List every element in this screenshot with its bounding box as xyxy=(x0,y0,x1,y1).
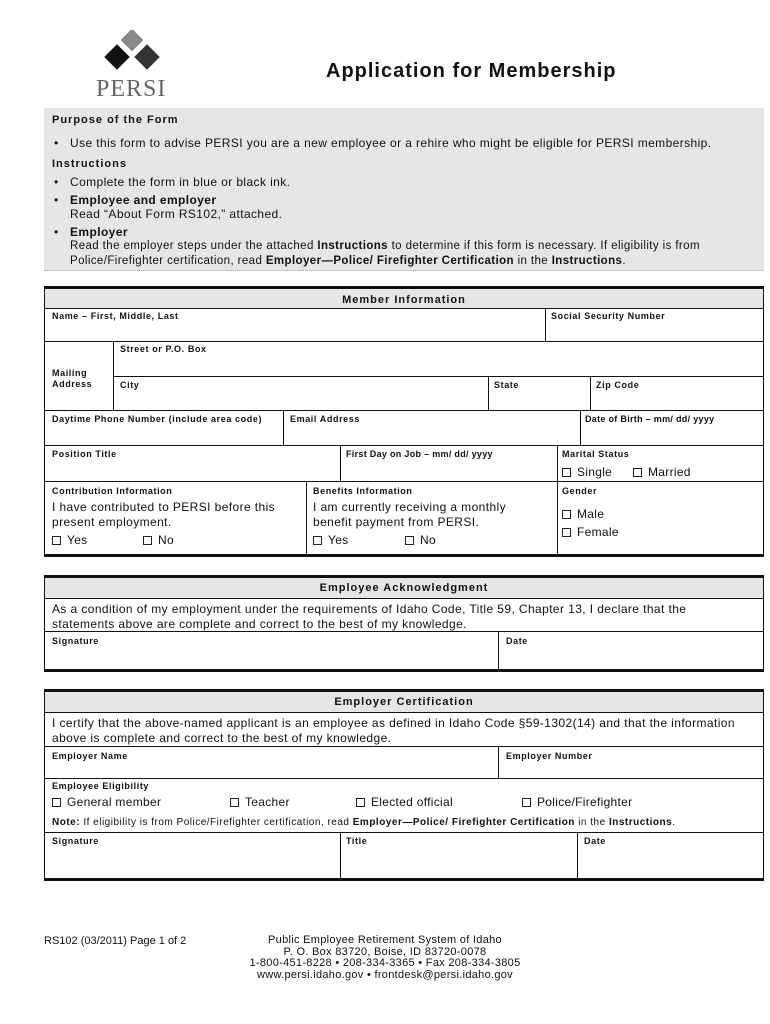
divider xyxy=(44,286,45,556)
footer-contact xyxy=(230,935,540,981)
divider xyxy=(577,832,578,880)
divider xyxy=(340,445,341,481)
footer-address: P. O. Box 83720, Boise, ID 83720-0078 xyxy=(283,945,487,958)
zip-field[interactable]: Zip Code xyxy=(596,380,640,390)
divider xyxy=(44,575,45,671)
employer-section-heading: Employer Certification xyxy=(334,696,474,708)
divider xyxy=(44,341,764,342)
instruction-item-2-title: Employee and employer xyxy=(70,193,217,207)
marital-status-label: Marital Status xyxy=(562,449,630,459)
employer-cert-text: I certify that the above-named applicant is an employee as defined in Idaho Code §59-1302(14) and that the information above is complete and correct to the best of my knowledge. xyxy=(52,716,735,745)
bullet: • xyxy=(54,193,59,207)
teacher-checkbox[interactable]: Teacher xyxy=(230,795,290,809)
employer-name-field[interactable]: Employer Name xyxy=(52,751,128,761)
first-day-field[interactable]: First Day on Job – mm/ dd/ yyyy xyxy=(346,449,493,459)
contribution-label: Contribution Information xyxy=(52,486,173,496)
phone-field[interactable]: Daytime Phone Number (include area code) xyxy=(52,414,263,424)
divider xyxy=(44,878,764,881)
bullet: • xyxy=(54,136,59,150)
divider xyxy=(44,286,764,289)
divider xyxy=(283,410,284,445)
divider xyxy=(306,481,307,556)
divider xyxy=(44,669,764,672)
contribution-yes-checkbox[interactable]: Yes xyxy=(52,533,87,547)
benefits-yes-checkbox[interactable]: Yes xyxy=(313,533,348,547)
employee-date-field[interactable]: Date xyxy=(506,636,528,646)
bullet: • xyxy=(54,175,59,189)
divider xyxy=(44,746,764,747)
instruction-item-1: Complete the form in blue or black ink. xyxy=(70,175,291,189)
police-firefighter-checkbox[interactable]: Police/Firefighter xyxy=(522,795,632,809)
contribution-text: I have contributed to PERSI before this present employment. xyxy=(52,500,276,529)
benefits-no-checkbox[interactable]: No xyxy=(405,533,436,547)
employer-date-field[interactable]: Date xyxy=(584,836,606,846)
diamond-logo-icon xyxy=(88,30,178,80)
contribution-no-checkbox[interactable]: No xyxy=(143,533,174,547)
ack-section-heading: Employee Acknowledgment xyxy=(319,582,489,594)
divider xyxy=(113,376,764,377)
divider xyxy=(44,575,764,578)
divider xyxy=(44,712,764,713)
name-field[interactable]: Name – First, Middle, Last xyxy=(52,311,179,321)
logo-text: PERSI xyxy=(96,76,167,102)
ssn-field[interactable]: Social Security Number xyxy=(551,311,666,321)
dob-field[interactable]: Date of Birth – mm/ dd/ yyyy xyxy=(585,414,715,424)
divider xyxy=(44,445,764,446)
divider xyxy=(44,689,764,692)
instructions-heading: Instructions xyxy=(52,158,127,170)
employer-title-field[interactable]: Title xyxy=(346,836,368,846)
divider xyxy=(44,598,764,599)
divider xyxy=(557,445,558,556)
male-checkbox[interactable]: Male xyxy=(562,507,604,521)
position-title-field[interactable]: Position Title xyxy=(52,449,117,459)
divider xyxy=(580,410,581,445)
purpose-item: Use this form to advise PERSI you are a new employee or a rehire who might be eligible for PERSI membership. xyxy=(70,136,712,150)
city-field[interactable]: City xyxy=(120,380,140,390)
eligibility-note: Note: If eligibility is from Police/Firefighter certification, read Employer—Police/ Firefighter Certification in the Instructions. xyxy=(52,817,676,828)
mailing-address-label: Mailing Address xyxy=(52,368,93,389)
divider xyxy=(763,286,764,556)
divider xyxy=(44,554,764,557)
divider xyxy=(763,575,764,671)
elected-official-checkbox[interactable]: Elected official xyxy=(356,795,453,809)
divider xyxy=(498,746,499,778)
divider xyxy=(44,481,764,482)
state-field[interactable]: State xyxy=(494,380,520,390)
instruction-item-3-text: Read the employer steps under the attached Instructions to determine if this form is necessary. If eligibility is from Police/Firefighter certification, read Employer—Police/ Firefighter Certification in the Instructions. xyxy=(70,240,700,267)
footer-org: Public Employee Retirement System of Idaho xyxy=(268,934,502,946)
form-id: RS102 (03/2011) Page 1 of 2 xyxy=(44,935,187,947)
bullet: • xyxy=(54,225,59,239)
employee-eligibility-label: Employee Eligibility xyxy=(52,781,150,791)
email-field[interactable]: Email Address xyxy=(290,414,360,424)
persi-logo xyxy=(88,30,178,102)
divider xyxy=(44,631,764,632)
page-title: Application for Membership xyxy=(326,60,617,82)
divider xyxy=(488,376,489,410)
divider xyxy=(545,308,546,341)
divider xyxy=(763,689,764,880)
footer-web[interactable]: www.persi.idaho.gov • frontdesk@persi.idaho.gov xyxy=(257,968,513,981)
gender-label: Gender xyxy=(562,486,598,496)
street-field[interactable]: Street or P.O. Box xyxy=(120,344,207,354)
divider xyxy=(340,832,341,880)
female-checkbox[interactable]: Female xyxy=(562,525,619,539)
divider xyxy=(44,308,764,309)
employer-signature-field[interactable]: Signature xyxy=(52,836,99,846)
benefits-text: I am currently receiving a monthly benefit payment from PERSI. xyxy=(313,500,507,529)
married-checkbox[interactable]: Married xyxy=(633,465,691,479)
member-section-heading: Member Information xyxy=(342,294,466,306)
divider xyxy=(44,689,45,880)
divider xyxy=(44,778,764,779)
divider xyxy=(590,376,591,410)
employee-signature-field[interactable]: Signature xyxy=(52,636,99,646)
purpose-heading: Purpose of the Form xyxy=(52,114,179,126)
instruction-item-2-text: Read “About Form RS102,” attached. xyxy=(70,207,283,221)
benefits-label: Benefits Information xyxy=(313,486,413,496)
employer-number-field[interactable]: Employer Number xyxy=(506,751,593,761)
divider xyxy=(44,832,764,833)
divider xyxy=(44,410,764,411)
instruction-item-3-title: Employer xyxy=(70,225,128,239)
ack-text: As a condition of my employment under the requirements of Idaho Code, Title 59, Chapter 13, I declare that the statements above are complete and correct to the best of my knowledge. xyxy=(52,602,687,631)
divider xyxy=(498,631,499,671)
footer-phones: 1-800-451-8228 • 208-334-3365 • Fax 208-334-3805 xyxy=(249,957,521,969)
single-checkbox[interactable]: Single xyxy=(562,465,612,479)
general-member-checkbox[interactable]: General member xyxy=(52,795,161,809)
